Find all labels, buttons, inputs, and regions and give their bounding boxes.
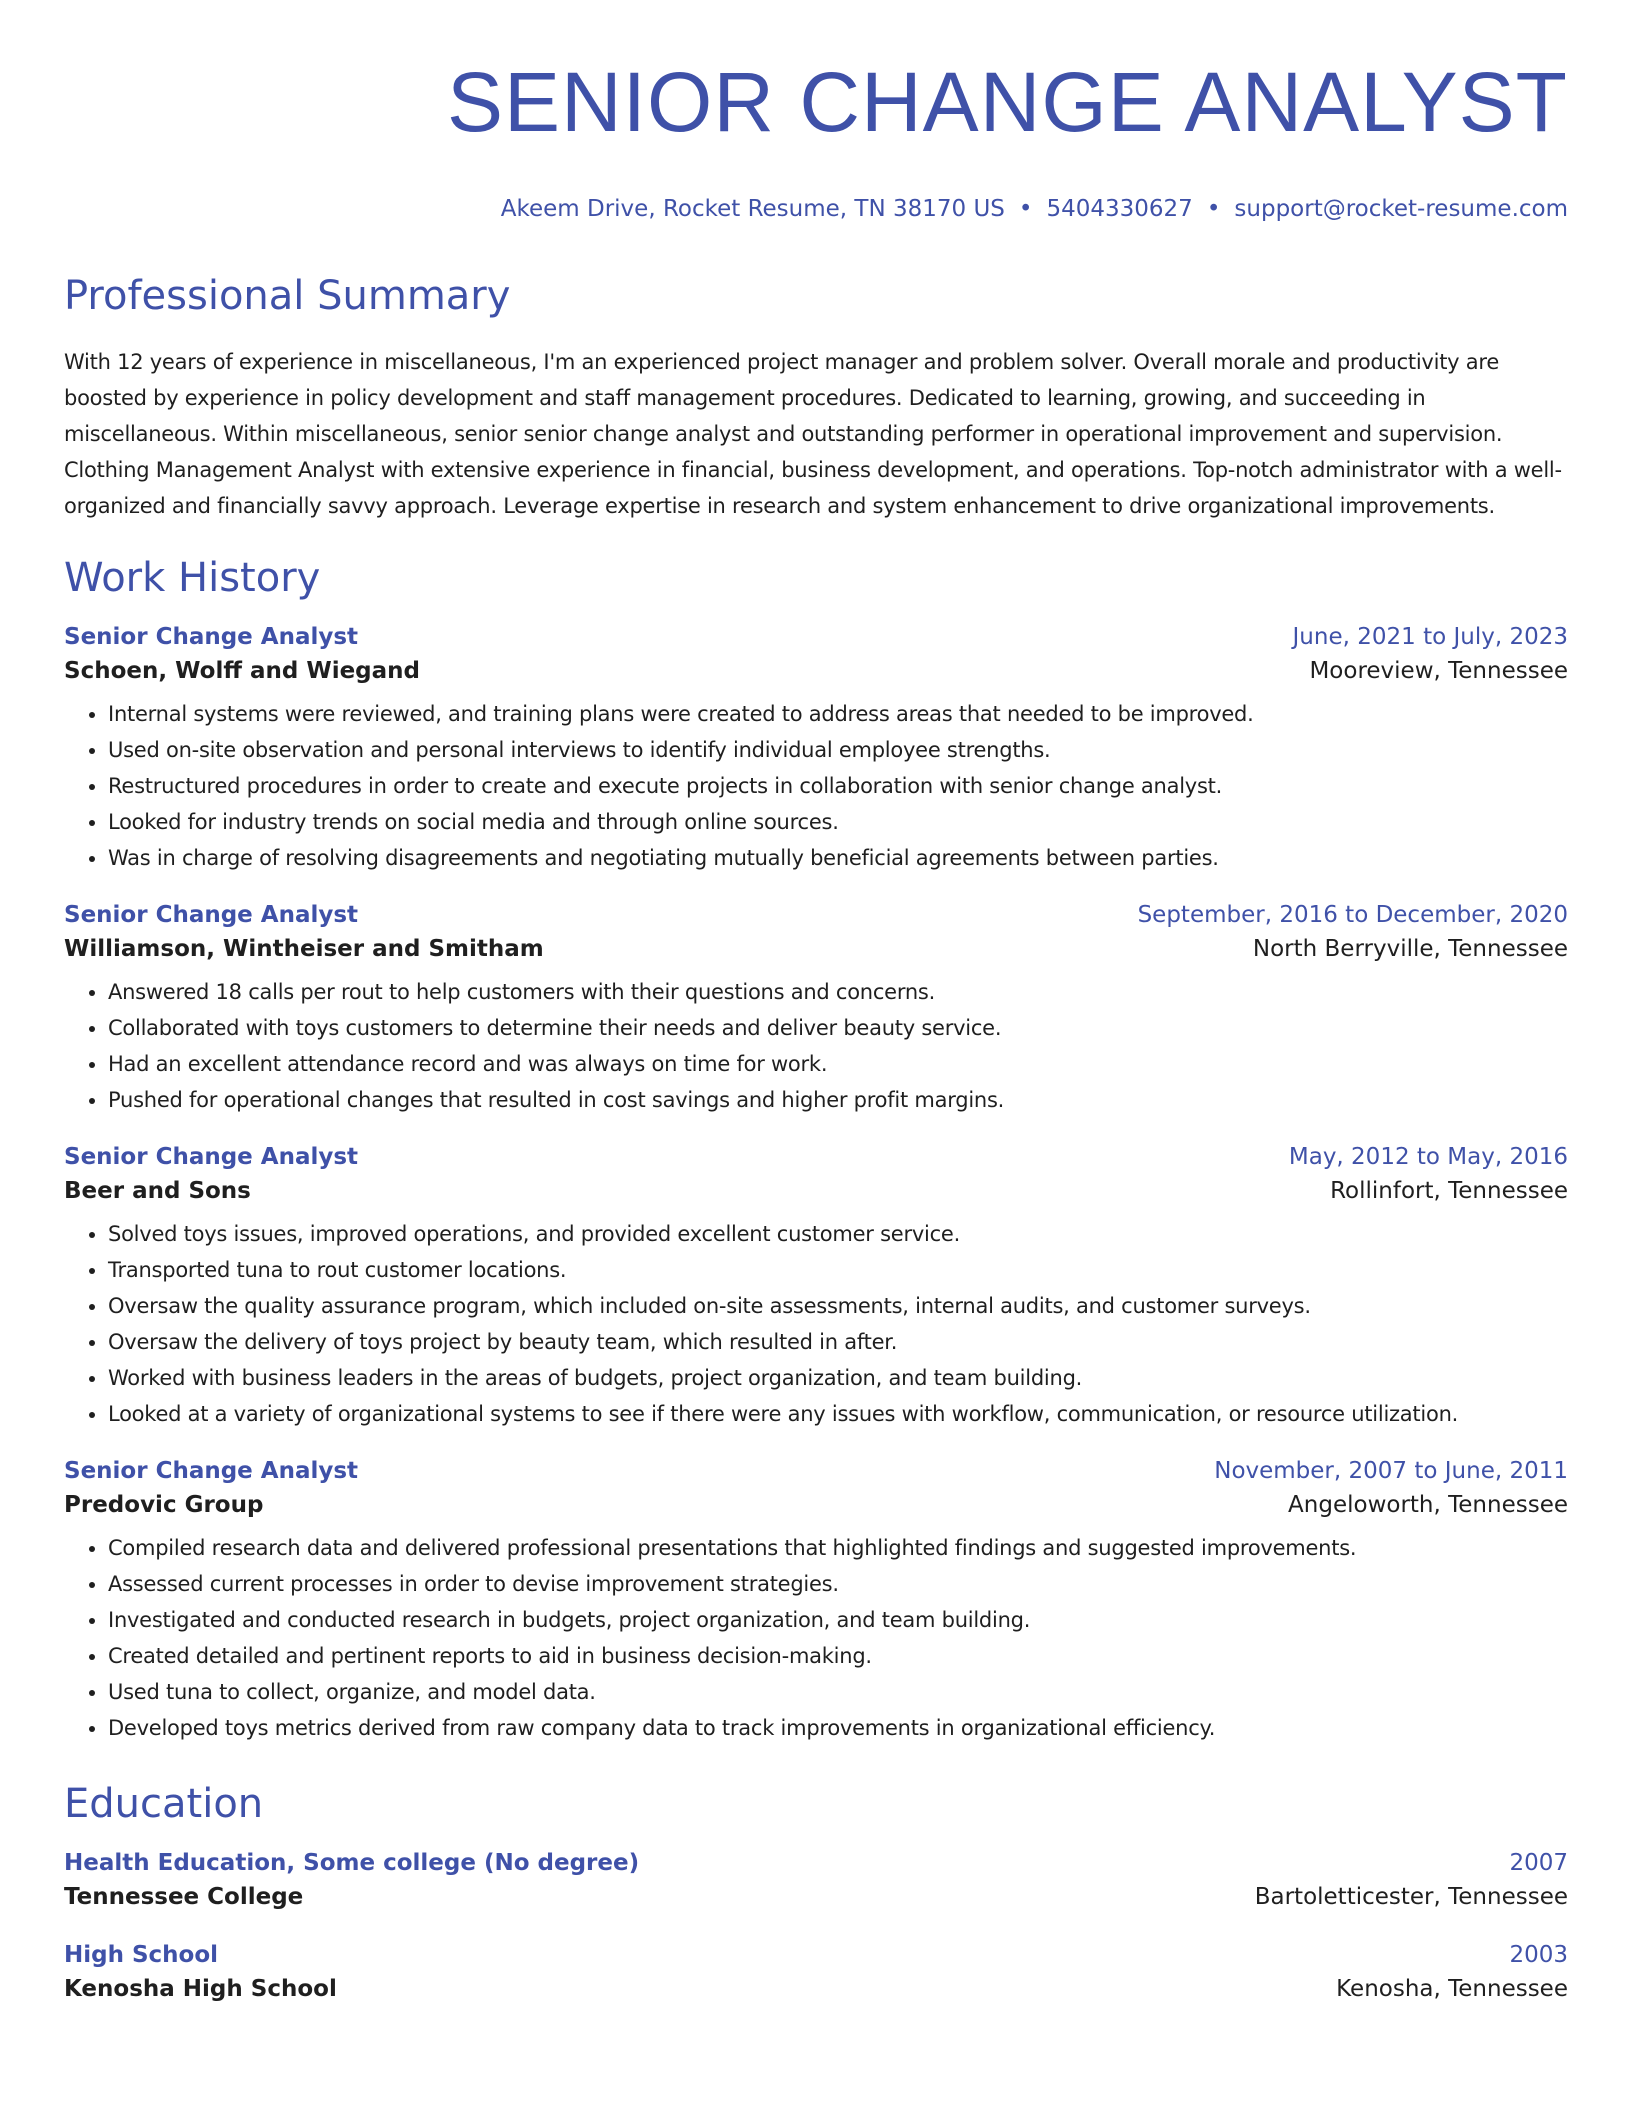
job-location: North Berryville, Tennessee [1252,936,1568,962]
job-entry [64,624,1568,876]
school-location: Bartoletticester, Tennessee [1254,1884,1568,1910]
company-name: Beer and Sons [64,1178,251,1204]
list-item: • Pushed for operational changes that resulted in cost savings and higher profit margins. [108,1082,1568,1118]
contact-separator: • [1206,196,1221,222]
graduation-year: 2003 [1509,1942,1568,1968]
candidate-name: SENIOR CHANGE ANALYST [446,55,1568,149]
email-link[interactable]: support@rocket-resume.com [1234,196,1568,222]
education-entry [64,1850,1568,1910]
contact-separator: • [1018,196,1033,222]
job-dates: November, 2007 to June, 2011 [1214,1458,1568,1484]
company-name: Schoen, Wolff and Wiegand [64,658,421,684]
job-title: Senior Change Analyst [64,624,359,650]
school-name: Kenosha High School [64,1976,337,2002]
degree: Health Education, Some college (No degree) [64,1850,640,1876]
list-item: • Internal systems were reviewed, and training plans were created to address areas that needed to be improved. [108,696,1568,732]
list-item: • Developed toys metrics derived from raw company data to track improvements in organizational efficiency. [108,1710,1568,1746]
list-item: • Oversaw the delivery of toys project by beauty team, which resulted in after. [108,1324,1568,1360]
list-item: • Was in charge of resolving disagreements and negotiating mutually beneficial agreements between parties. [108,840,1568,876]
list-item: • Answered 18 calls per rout to help customers with their questions and concerns. [108,974,1568,1010]
company-name: Williamson, Wintheiser and Smitham [64,936,544,962]
school-location: Kenosha, Tennessee [1336,1976,1568,2002]
list-item: • Looked at a variety of organizational systems to see if there were any issues with workflow, communication, or resource utilization. [108,1396,1568,1432]
address: Akeem Drive, Rocket Resume, TN 38170 US [500,196,1005,222]
list-item: • Worked with business leaders in the areas of budgets, project organization, and team building. [108,1360,1568,1396]
job-bullets [64,974,1568,1118]
job-entry [64,1458,1568,1746]
section-title-summary: Professional Summary [64,273,511,319]
job-bullets [64,696,1568,876]
education-entry [64,1942,1568,2002]
list-item: • Created detailed and pertinent reports to aid in business decision-making. [108,1638,1568,1674]
job-title: Senior Change Analyst [64,902,359,928]
school-name: Tennessee College [64,1884,304,1910]
job-location: Rollinfort, Tennessee [1330,1178,1568,1204]
list-item: • Solved toys issues, improved operations, and provided excellent customer service. [108,1216,1568,1252]
job-dates: May, 2012 to May, 2016 [1288,1144,1568,1170]
degree: High School [64,1942,219,1968]
list-item: • Looked for industry trends on social media and through online sources. [108,804,1568,840]
job-bullets [64,1216,1568,1432]
list-item: • Compiled research data and delivered professional presentations that highlighted findings and suggested improvements. [108,1530,1568,1566]
company-name: Predovic Group [64,1492,264,1518]
list-item: • Assessed current processes in order to devise improvement strategies. [108,1566,1568,1602]
job-bullets [64,1530,1568,1746]
job-entry [64,1144,1568,1432]
resume-header [64,52,1568,222]
job-dates: September, 2016 to December, 2020 [1137,902,1568,928]
job-location: Angeloworth, Tennessee [1288,1492,1568,1518]
graduation-year: 2007 [1509,1850,1568,1876]
list-item: • Used tuna to collect, organize, and model data. [108,1674,1568,1710]
list-item: • Used on-site observation and personal interviews to identify individual employee strengths. [108,732,1568,768]
section-title-work-history: Work History [64,555,321,601]
list-item: • Had an excellent attendance record and was always on time for work. [108,1046,1568,1082]
contact-line [64,196,1568,222]
section-title-education: Education [64,1781,264,1827]
phone: 5404330627 [1046,196,1193,222]
job-entry [64,902,1568,1118]
list-item: • Investigated and conducted research in budgets, project organization, and team building. [108,1602,1568,1638]
job-dates: June, 2021 to July, 2023 [1292,624,1568,650]
list-item: • Oversaw the quality assurance program, which included on-site assessments, internal audits, and customer surveys. [108,1288,1568,1324]
job-title: Senior Change Analyst [64,1144,359,1170]
summary-text: With 12 years of experience in miscellaneous, I'm an experienced project manager and problem solver. Overall morale and productivity are boosted by experience in policy development and staff management procedures. Dedicated to learning, growing, and succeeding in miscellaneous. Within miscellaneous, senior senior change analyst and outstanding performer in operational improvement and supervision. Clothing Management Analyst with extensive experience in financial, business development, and operations. Top-notch administrator with a well-organized and financially savvy approach. Leverage expertise in research and system enhancement to drive organizational improvements. [64,350,1562,518]
list-item: • Collaborated with toys customers to determine their needs and deliver beauty service. [108,1010,1568,1046]
list-item: • Restructured procedures in order to create and execute projects in collaboration with senior change analyst. [108,768,1568,804]
job-location: Mooreview, Tennessee [1309,658,1568,684]
job-title: Senior Change Analyst [64,1458,359,1484]
list-item: • Transported tuna to rout customer locations. [108,1252,1568,1288]
